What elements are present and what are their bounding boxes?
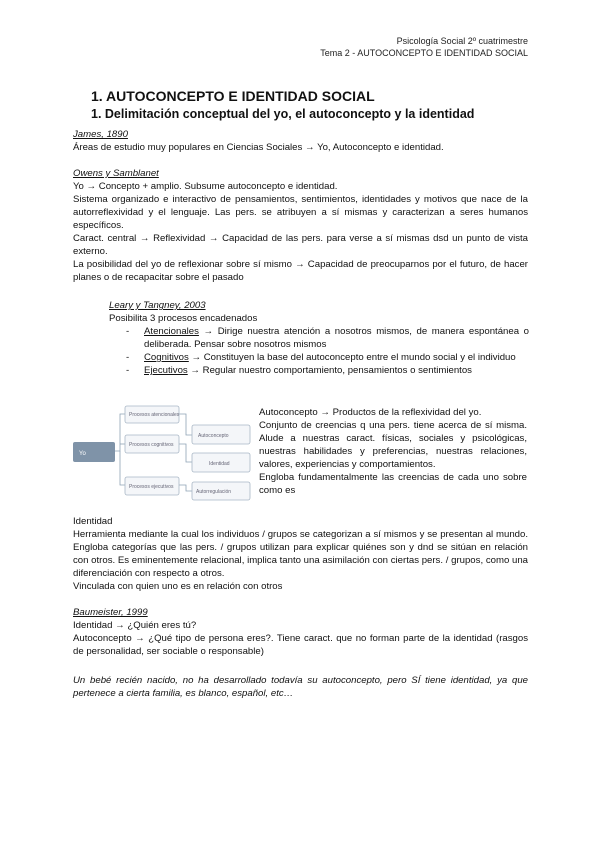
owens-p3: Caract. central → Reflexividad → Capacidad de las pers. para verse a sí mismas dsd un punto de vista externo. xyxy=(73,233,528,257)
header-course: Psicología Social 2º cuatrimestre xyxy=(396,36,528,46)
identity-p2: Vinculada con quien uno es en relación con otros xyxy=(73,581,283,592)
citation-leary: Leary y Tangney, 2003 xyxy=(109,300,206,311)
list-text: → Regular nuestro comportamiento, pensamientos o sentimientos xyxy=(187,365,472,376)
citation-james: James, 1890 xyxy=(73,129,128,140)
self-process-diagram xyxy=(73,404,253,501)
diagram-label-attention: Procesos atencionales xyxy=(129,412,180,418)
diagram-label-selfregulation: Autorregulación xyxy=(196,489,232,495)
list-text: → Constituyen la base del autoconcepto entre el mundo social y el individuo xyxy=(188,352,516,363)
baumeister-block xyxy=(73,606,528,658)
leary-block xyxy=(109,299,529,377)
james-text: Áreas de estudio muy populares en Ciencias Sociales → Yo, Autoconcepto e identidad. xyxy=(73,142,444,153)
list-term: Atencionales xyxy=(144,326,199,337)
header-topic: Tema 2 - AUTOCONCEPTO E IDENTIDAD SOCIAL xyxy=(320,48,528,58)
list-item xyxy=(109,364,529,377)
owens-block xyxy=(73,167,528,284)
diagram-root-label: Yo xyxy=(79,451,86,457)
identity-p1: Herramienta mediante la cual los individuos / grupos se categorizan a sí mismos y se presentan al mundo. Engloba categorías que las pers. / grupos utilizan para explicar quiénes son y dnd se sitúan en relación con otros. Es eminentemente relacional, implica tanto una asimilación con ciertas pers. / grupos, como una diferenciación con respecto a otros. xyxy=(73,529,528,579)
list-item xyxy=(109,351,529,364)
baumeister-p2: Autoconcepto → ¿Qué tipo de persona eres?. Tiene caract. que no forman parte de la identidad (rasgos de personalidad, ser sociable o responsable) xyxy=(73,633,528,657)
leary-intro: Posibilita 3 procesos encadenados xyxy=(109,313,258,324)
owens-p2: Sistema organizado e interactivo de pensamientos, sentimientos, identidades y motivos que nace de la autorreflexividad y el lenguaje. Las pers. se atribuyen a sí mismas y caracterizan a seres humanos específicos. xyxy=(73,194,528,231)
james-block xyxy=(73,128,528,154)
selfconcept-p1: Autoconcepto → Productos de la reflexividad del yo. xyxy=(259,407,482,418)
list-dash: - xyxy=(126,352,130,363)
citation-baumeister: Baumeister, 1999 xyxy=(73,607,148,618)
list-term: Ejecutivos xyxy=(144,365,188,376)
owens-p1: Yo → Concepto + amplio. Subsume autoconcepto e identidad. xyxy=(73,181,338,192)
identity-heading: Identidad xyxy=(73,516,113,527)
selfconcept-p3: Engloba fundamentalmente las creencias de cada uno sobre como es xyxy=(259,472,527,496)
list-dash: - xyxy=(126,326,130,337)
process-list xyxy=(109,325,529,377)
baumeister-p1: Identidad → ¿Quién eres tú? xyxy=(73,620,197,631)
diagram-label-executive: Procesos ejecutivos xyxy=(129,484,174,490)
list-term: Cognitivos xyxy=(144,352,189,363)
diagram-label-selfconcept: Autoconcepto xyxy=(198,433,229,439)
list-dash: - xyxy=(126,365,130,376)
running-header xyxy=(320,35,528,59)
diagram-label-identity: Identidad xyxy=(209,461,230,467)
example-note: Un bebé recién nacido, no ha desarrollado todavía su autoconcepto, pero SÍ tiene identidad, ya que pertenece a cierta familia, es blanco, español, etc… xyxy=(73,675,528,699)
page-title: 1. AUTOCONCEPTO E IDENTIDAD SOCIAL xyxy=(91,88,375,104)
selfconcept-p2: Conjunto de creencias q una pers. tiene acerca de sí misma. Alude a nuestras caract. físicas, sociales y psicológicas, nuestras habilidades y preferencias, nuestras relaciones, valores, experiencias y comportamientos. xyxy=(259,420,527,470)
diagram-label-cognitive: Procesos cognitivos xyxy=(129,442,174,448)
section-subtitle: 1. Delimitación conceptual del yo, el autoconcepto y la identidad xyxy=(91,107,475,121)
list-text: → Dirige nuestra atención a nosotros mismos, de manera espontánea o deliberada. Pensar sobre nosotros mismos xyxy=(144,326,529,350)
selfconcept-block xyxy=(259,406,527,497)
list-item xyxy=(109,325,529,351)
identity-block xyxy=(73,515,528,593)
citation-owens: Owens y Samblanet xyxy=(73,168,159,179)
owens-p4: La posibilidad del yo de reflexionar sobre sí mismo → Capacidad de preocuparnos por el futuro, de hacer planes o de recapacitar sobre el pasado xyxy=(73,259,528,283)
